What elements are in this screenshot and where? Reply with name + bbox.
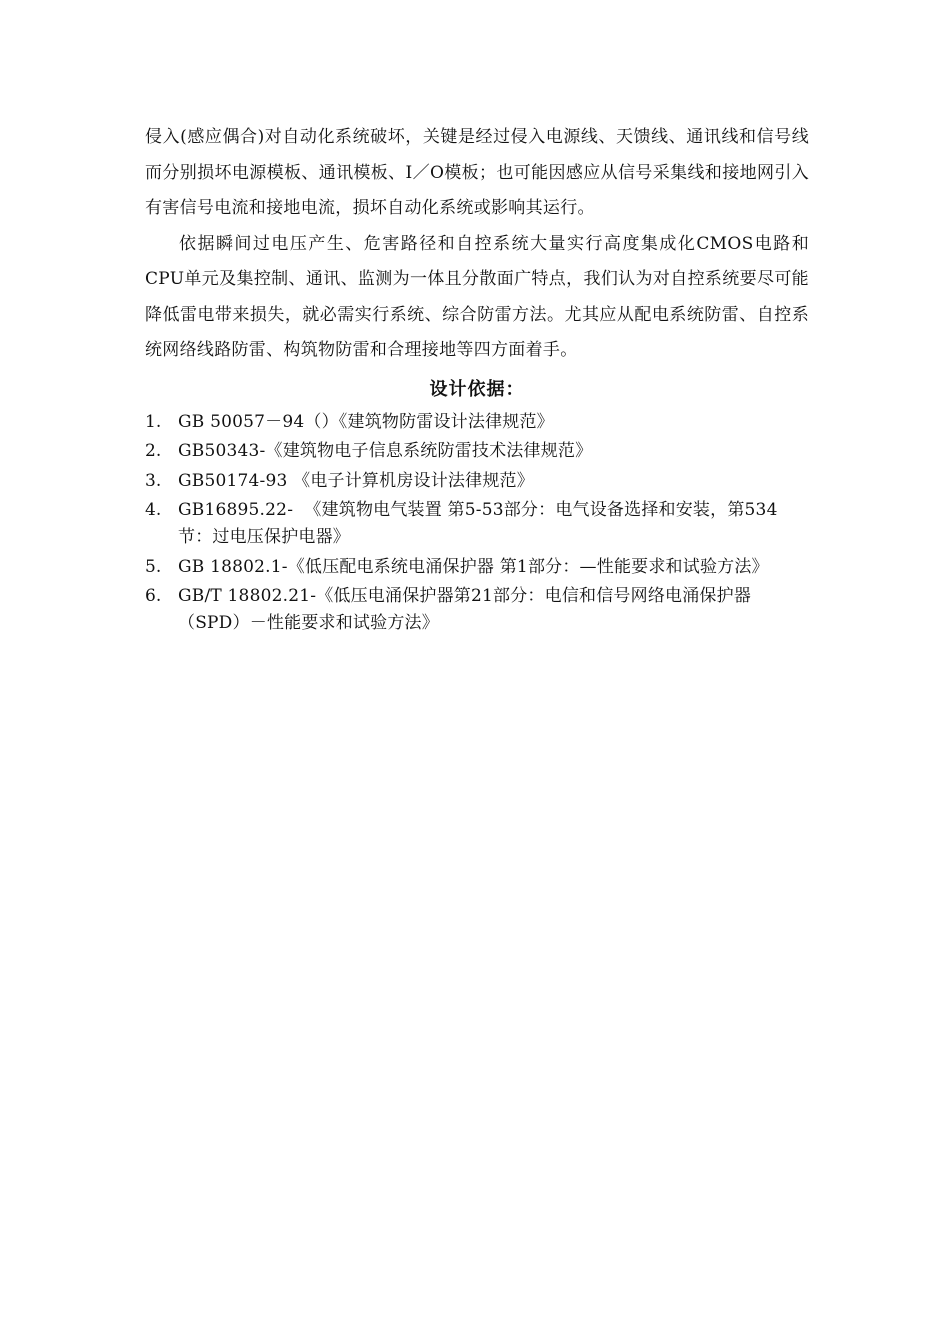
list-item-number: 6. [145,586,162,606]
list-item-text: GB16895.22- 《建筑物电气装置 第5-53部分：电气设备选择和安装，第534节：过电压保护电器》 [178,500,778,547]
list-item [145,409,809,439]
list-item-number: 3. [145,470,162,491]
list-item-text: GB/T 18802.21-《低压电涌保护器第21部分：电信和信号网络电涌保护器（SPD）－性能要求和试验方法》 [178,586,752,633]
paragraph-intrusion: 侵入(感应偶合)对自动化系统破坏，关键是经过侵入电源线、天馈线、通讯线和信号线而分别损坏电源模板、通讯模板、I／O模板；也可能因感应从信号采集线和接地网引入有害信号电流和接地电流，损坏自动化系统或影响其运行。 [145,127,809,218]
section-heading-design-basis: 设计依据： [429,378,525,400]
list-item-text: GB50174-93 《电子计算机房设计法律规范》 [178,470,534,491]
list-item [145,468,809,498]
list-item-number: 4. [145,500,162,520]
document-body [145,120,809,640]
list-item [145,583,809,640]
paragraph-protection-approach: 依据瞬间过电压产生、危害路径和自控系统大量实行高度集成化CMOS电路和CPU单元及集控制、通讯、监测为一体且分散面广特点，我们认为对自控系统要尽可能降低雷电带来损失，就必需实行系统、综合防雷方法。尤其应从配电系统防雷、自控系统网络线路防雷、构筑物防雷和合理接地等四方面着手。 [145,233,809,360]
list-item [145,497,809,554]
reference-list [145,409,809,640]
list-item-number: 2. [145,441,162,461]
list-item [145,438,809,468]
list-item-number: 5. [145,556,162,577]
list-item-text: GB 18802.1-《低压配电系统电涌保护器 第1部分：—性能要求和试验方法》 [178,556,769,577]
list-item [145,554,809,584]
list-item-text: GB50343-《建筑物电子信息系统防雷技术法律规范》 [178,441,593,461]
list-item-number: 1. [145,411,162,432]
list-item-text: GB 50057－94（）《建筑物防雷设计法律规范》 [178,411,554,432]
